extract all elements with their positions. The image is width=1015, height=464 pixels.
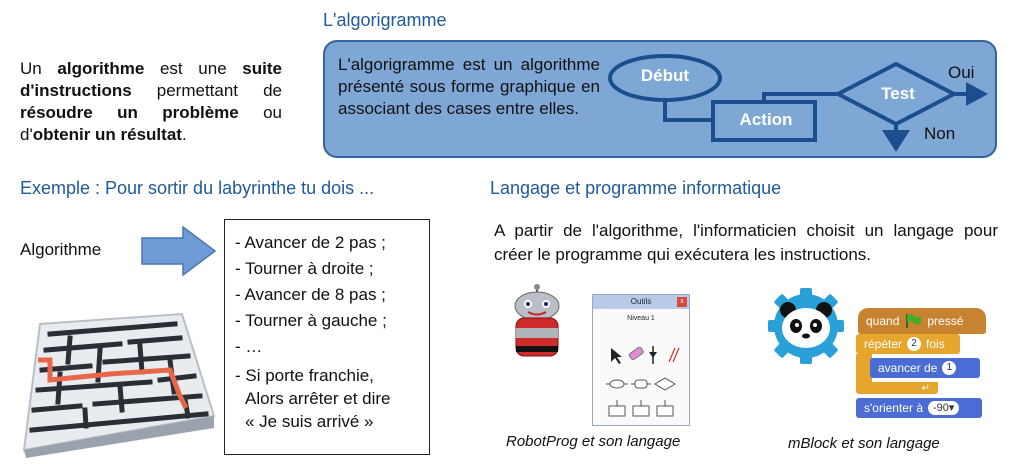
block-repeat-end xyxy=(856,382,938,394)
block-when-flag-clicked[interactable] xyxy=(858,308,986,334)
block-repeat[interactable] xyxy=(856,334,960,354)
algorithm-steps-list xyxy=(225,220,429,433)
flow-label-debut: Début xyxy=(640,66,690,85)
flow-label-action: Action xyxy=(739,110,793,129)
eraser-icon xyxy=(629,347,644,361)
step-item: - Avancer de 8 pas ; xyxy=(235,285,386,304)
algorithm-label: Algorithme xyxy=(20,240,102,259)
algorigramme-description: L'algorigramme est un algorithme présenté sous forme graphique en associant des cases entre elles. xyxy=(338,55,600,118)
block-repeat-count[interactable]: 2 xyxy=(907,337,921,351)
block-when-label: quand xyxy=(866,314,900,328)
step-item: - Avancer de 2 pas ; xyxy=(235,233,386,252)
step-item: - Tourner à droite ; xyxy=(235,259,374,278)
step-item: - Tourner à gauche ; xyxy=(235,311,387,330)
mblock-caption: mBlock et son langage xyxy=(788,435,940,452)
block-move-value[interactable]: 1 xyxy=(942,361,956,375)
example-heading: Exemple : Pour sortir du labyrinthe tu dois ... xyxy=(20,178,375,198)
outils-titlebar xyxy=(593,295,689,309)
loop-arrow-icon: ↵ xyxy=(921,382,930,394)
block-times-label: fois xyxy=(926,337,945,351)
block-pressed-label: pressé xyxy=(927,314,964,328)
block-move-label: avancer de xyxy=(878,361,938,375)
slash-icon xyxy=(669,348,679,362)
pin-icon xyxy=(649,346,657,364)
langage-description: A partir de l'algorithme, l'informaticien choisit un langage pour créer le programme qui exécutera les instructions. xyxy=(494,221,998,264)
maze-image xyxy=(10,310,215,458)
outils-level-label: Niveau 1 xyxy=(627,315,655,322)
flow-label-oui: Oui xyxy=(948,63,975,82)
robot-icon xyxy=(504,284,570,360)
outils-palette xyxy=(593,322,689,422)
flow-connector-start-action xyxy=(665,100,713,120)
step-item: - … xyxy=(235,337,263,356)
flow-arrow-non xyxy=(882,130,910,152)
step-item-condition xyxy=(235,360,429,433)
block-move-forward[interactable] xyxy=(870,358,980,378)
algorithm-definition: Un algorithme est une suite d'instructions permettant de résoudre un problème ou d'obtenir un résultat. xyxy=(20,59,282,144)
flow-label-non: Non xyxy=(924,124,956,143)
algorithm-steps-box xyxy=(224,219,430,455)
cursor-icon xyxy=(611,348,622,364)
right-arrow-icon xyxy=(141,226,217,276)
block-repeat-label: répéter xyxy=(864,337,903,351)
panda-icon xyxy=(766,286,846,366)
flow-arrow-oui xyxy=(966,82,988,106)
block-direction-value[interactable]: -90▾ xyxy=(928,401,959,415)
block-direction-label: s'orienter à xyxy=(864,401,923,415)
algorigramme-heading: L'algorigramme xyxy=(323,10,447,30)
outils-window xyxy=(592,294,690,426)
step-condition-line: - Si porte franchie, xyxy=(235,366,374,385)
green-flag-icon xyxy=(904,313,922,329)
step-condition-line: Alors arrêter et dire xyxy=(245,389,391,408)
step-condition-line: « Je suis arrivé » xyxy=(245,412,374,431)
langage-heading: Langage et programme informatique xyxy=(490,178,782,198)
outils-title: Outils xyxy=(630,297,652,306)
close-icon[interactable]: x xyxy=(677,297,687,307)
robotprog-caption: RobotProg et son langage xyxy=(506,433,681,450)
flow-label-test: Test xyxy=(881,84,915,103)
block-point-direction[interactable] xyxy=(856,398,982,418)
